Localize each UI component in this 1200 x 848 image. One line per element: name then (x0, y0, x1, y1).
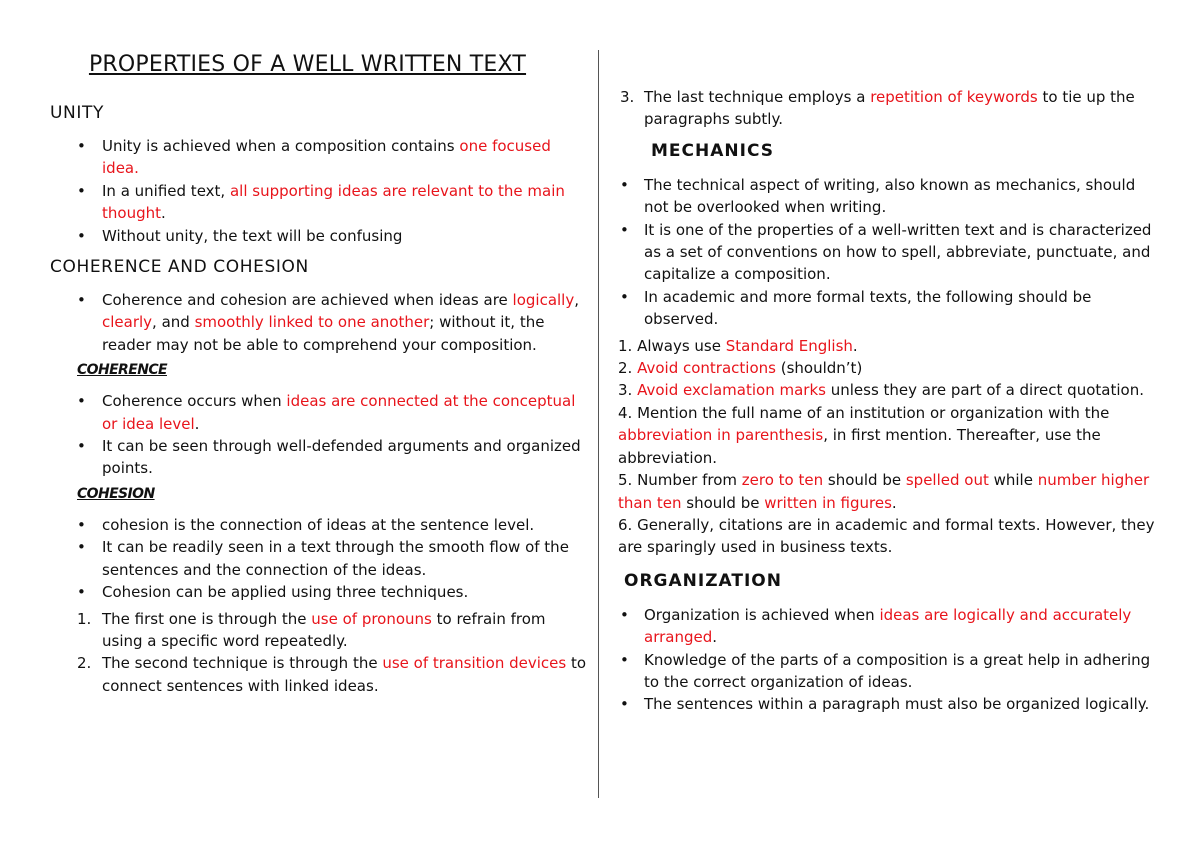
mechanics-list (618, 174, 1163, 331)
item-number: 2. (77, 654, 92, 673)
text: . (712, 628, 718, 647)
bullet-icon: • (620, 220, 629, 239)
numbered-item (50, 608, 590, 653)
list-item (50, 390, 590, 435)
unity-heading: UNITY (50, 103, 104, 123)
rule-item (618, 357, 1163, 379)
text: 3. (618, 381, 638, 400)
text: The last technique employs a (644, 88, 871, 106)
text: It can be readily seen in a text through the smooth flow of the sentences and the connection of the ideas. (102, 538, 569, 579)
text: 6. Generally, citations are in academic and formal texts. However, they are sparingly used in business texts. (618, 515, 1155, 557)
highlight-text: ideas are connected at the conceptual or idea level (102, 392, 576, 433)
text: The first one is through the (102, 609, 312, 628)
text: unless they are part of a direct quotation. (825, 381, 1144, 400)
coherence-cohesion-heading: COHERENCE AND COHESION (50, 257, 309, 278)
cohesion-list (50, 514, 590, 604)
text: (shouldn’t) (775, 359, 863, 378)
list-item (618, 219, 1163, 286)
text: ; without it, the reader may not be able to comprehend your composition. (102, 313, 545, 354)
list-item (50, 289, 590, 356)
text: 5. Number from (618, 471, 742, 490)
bullet-icon: • (620, 650, 629, 669)
bullet-icon: • (77, 226, 86, 245)
text: , in first mention. Thereafter, use the abbreviation. (618, 426, 1101, 467)
bullet-icon: • (77, 181, 86, 200)
text: Organization is achieved when (644, 605, 880, 624)
rule-item (618, 514, 1163, 559)
highlight-text: Avoid contractions (637, 359, 776, 378)
highlight-text: number higher than ten (618, 471, 1150, 512)
text: , and (152, 313, 195, 332)
numbered-item (50, 652, 590, 697)
bullet-icon: • (77, 392, 86, 411)
highlight-text: one focused idea. (102, 137, 551, 178)
text: 2. (618, 359, 638, 378)
text: Coherence occurs when (102, 392, 287, 411)
text: In academic and more formal texts, the following should be observed. (644, 287, 1092, 329)
highlight-text: all supporting ideas are relevant to the main thought (102, 181, 565, 223)
list-item (50, 225, 590, 247)
highlight-text: zero to ten (741, 471, 824, 490)
text: Knowledge of the parts of a composition is a great help in adhering to the correct organization of ideas. (644, 650, 1151, 691)
highlight-text: use of transition devices (382, 654, 567, 673)
rule-item (618, 402, 1163, 469)
bullet-icon: • (620, 605, 629, 624)
column-divider (598, 50, 599, 798)
highlight-text: Avoid exclamation marks (637, 381, 826, 400)
highlight-text: use of pronouns (311, 609, 432, 628)
text: The sentences within a paragraph must also be organized logically. (644, 695, 1150, 714)
bullet-icon: • (620, 695, 629, 714)
rule-item (618, 335, 1163, 357)
document-title: PROPERTIES OF A WELL WRITTEN TEXT (88, 52, 527, 77)
bullet-icon: • (620, 287, 629, 306)
text: while (988, 471, 1038, 490)
bullet-icon: • (77, 583, 86, 602)
list-item (618, 649, 1163, 694)
bullet-icon: • (77, 137, 86, 155)
list-item (50, 435, 590, 480)
rule-item (618, 469, 1163, 514)
text: should be (681, 493, 765, 512)
numbered-item (618, 86, 1163, 131)
text: to tie up the paragraphs subtly. (644, 88, 1135, 129)
text: It is one of the properties of a well-written text and is characterized as a set of conventions on how to spell, abbreviate, punctuate, and capitalize a composition. (644, 220, 1152, 284)
left-column (50, 52, 590, 697)
text: , (574, 291, 580, 310)
item-number: 3. (620, 88, 635, 106)
cohesion-subheading: COHESION (77, 485, 155, 502)
text: . (194, 414, 200, 433)
bullet-icon: • (77, 437, 86, 456)
text: Cohesion can be applied using three techniques. (102, 583, 469, 602)
text: to connect sentences with linked ideas. (102, 654, 587, 695)
coherence-subheading: COHERENCE (77, 362, 167, 379)
bullet-icon: • (77, 538, 86, 557)
bullet-icon: • (77, 515, 86, 534)
text: In a unified text, (102, 181, 230, 200)
text: Unity is achieved when a composition contains (102, 137, 460, 155)
bullet-icon: • (620, 175, 629, 194)
highlight-text: smoothly linked to one another (194, 313, 430, 332)
list-item (50, 536, 590, 581)
highlight-text: written in figures (764, 493, 892, 512)
list-item (618, 693, 1163, 715)
text: cohesion is the connection of ideas at the sentence level. (102, 515, 535, 534)
list-item (50, 514, 590, 536)
highlight-text: ideas are logically and accurately arranged (644, 605, 1132, 647)
text: should be (823, 471, 906, 490)
text: Coherence and cohesion are achieved when ideas are (102, 291, 513, 310)
rule-item (618, 379, 1163, 401)
list-item (618, 174, 1163, 219)
coherence-cohesion-list (50, 289, 590, 356)
bullet-icon: • (77, 291, 86, 310)
coherence-list (50, 390, 590, 480)
text: . (891, 493, 897, 512)
list-item (50, 180, 590, 225)
text: Without unity, the text will be confusing (102, 226, 403, 245)
text: The second technique is through the (102, 654, 383, 673)
list-item (618, 604, 1163, 649)
organization-heading: ORGANIZATION (624, 570, 782, 591)
item-number: 1. (77, 609, 92, 628)
highlight-text: logically (512, 291, 575, 310)
mechanics-heading: MECHANICS (651, 140, 774, 161)
text: The technical aspect of writing, also known as mechanics, should not be overlooked when writing. (644, 175, 1136, 217)
highlight-text: spelled out (905, 471, 989, 490)
list-item (50, 581, 590, 603)
highlight-text: repetition of keywords (870, 88, 1038, 106)
highlight-text: clearly (102, 313, 153, 332)
list-item (618, 286, 1163, 331)
text: . (852, 336, 858, 355)
text: 1. Always use (618, 336, 726, 355)
highlight-text: abbreviation in parenthesis (618, 426, 824, 445)
text: to refrain from using a specific word repeatedly. (102, 609, 546, 650)
organization-list (618, 604, 1163, 716)
unity-list (50, 135, 590, 247)
highlight-text: Standard English (725, 336, 853, 355)
text: It can be seen through well-defended arguments and organized points. (102, 437, 581, 478)
right-column (618, 86, 1163, 720)
text: 4. Mention the full name of an institution or organization with the (618, 403, 1110, 422)
list-item (50, 135, 590, 180)
text: . (160, 204, 166, 223)
